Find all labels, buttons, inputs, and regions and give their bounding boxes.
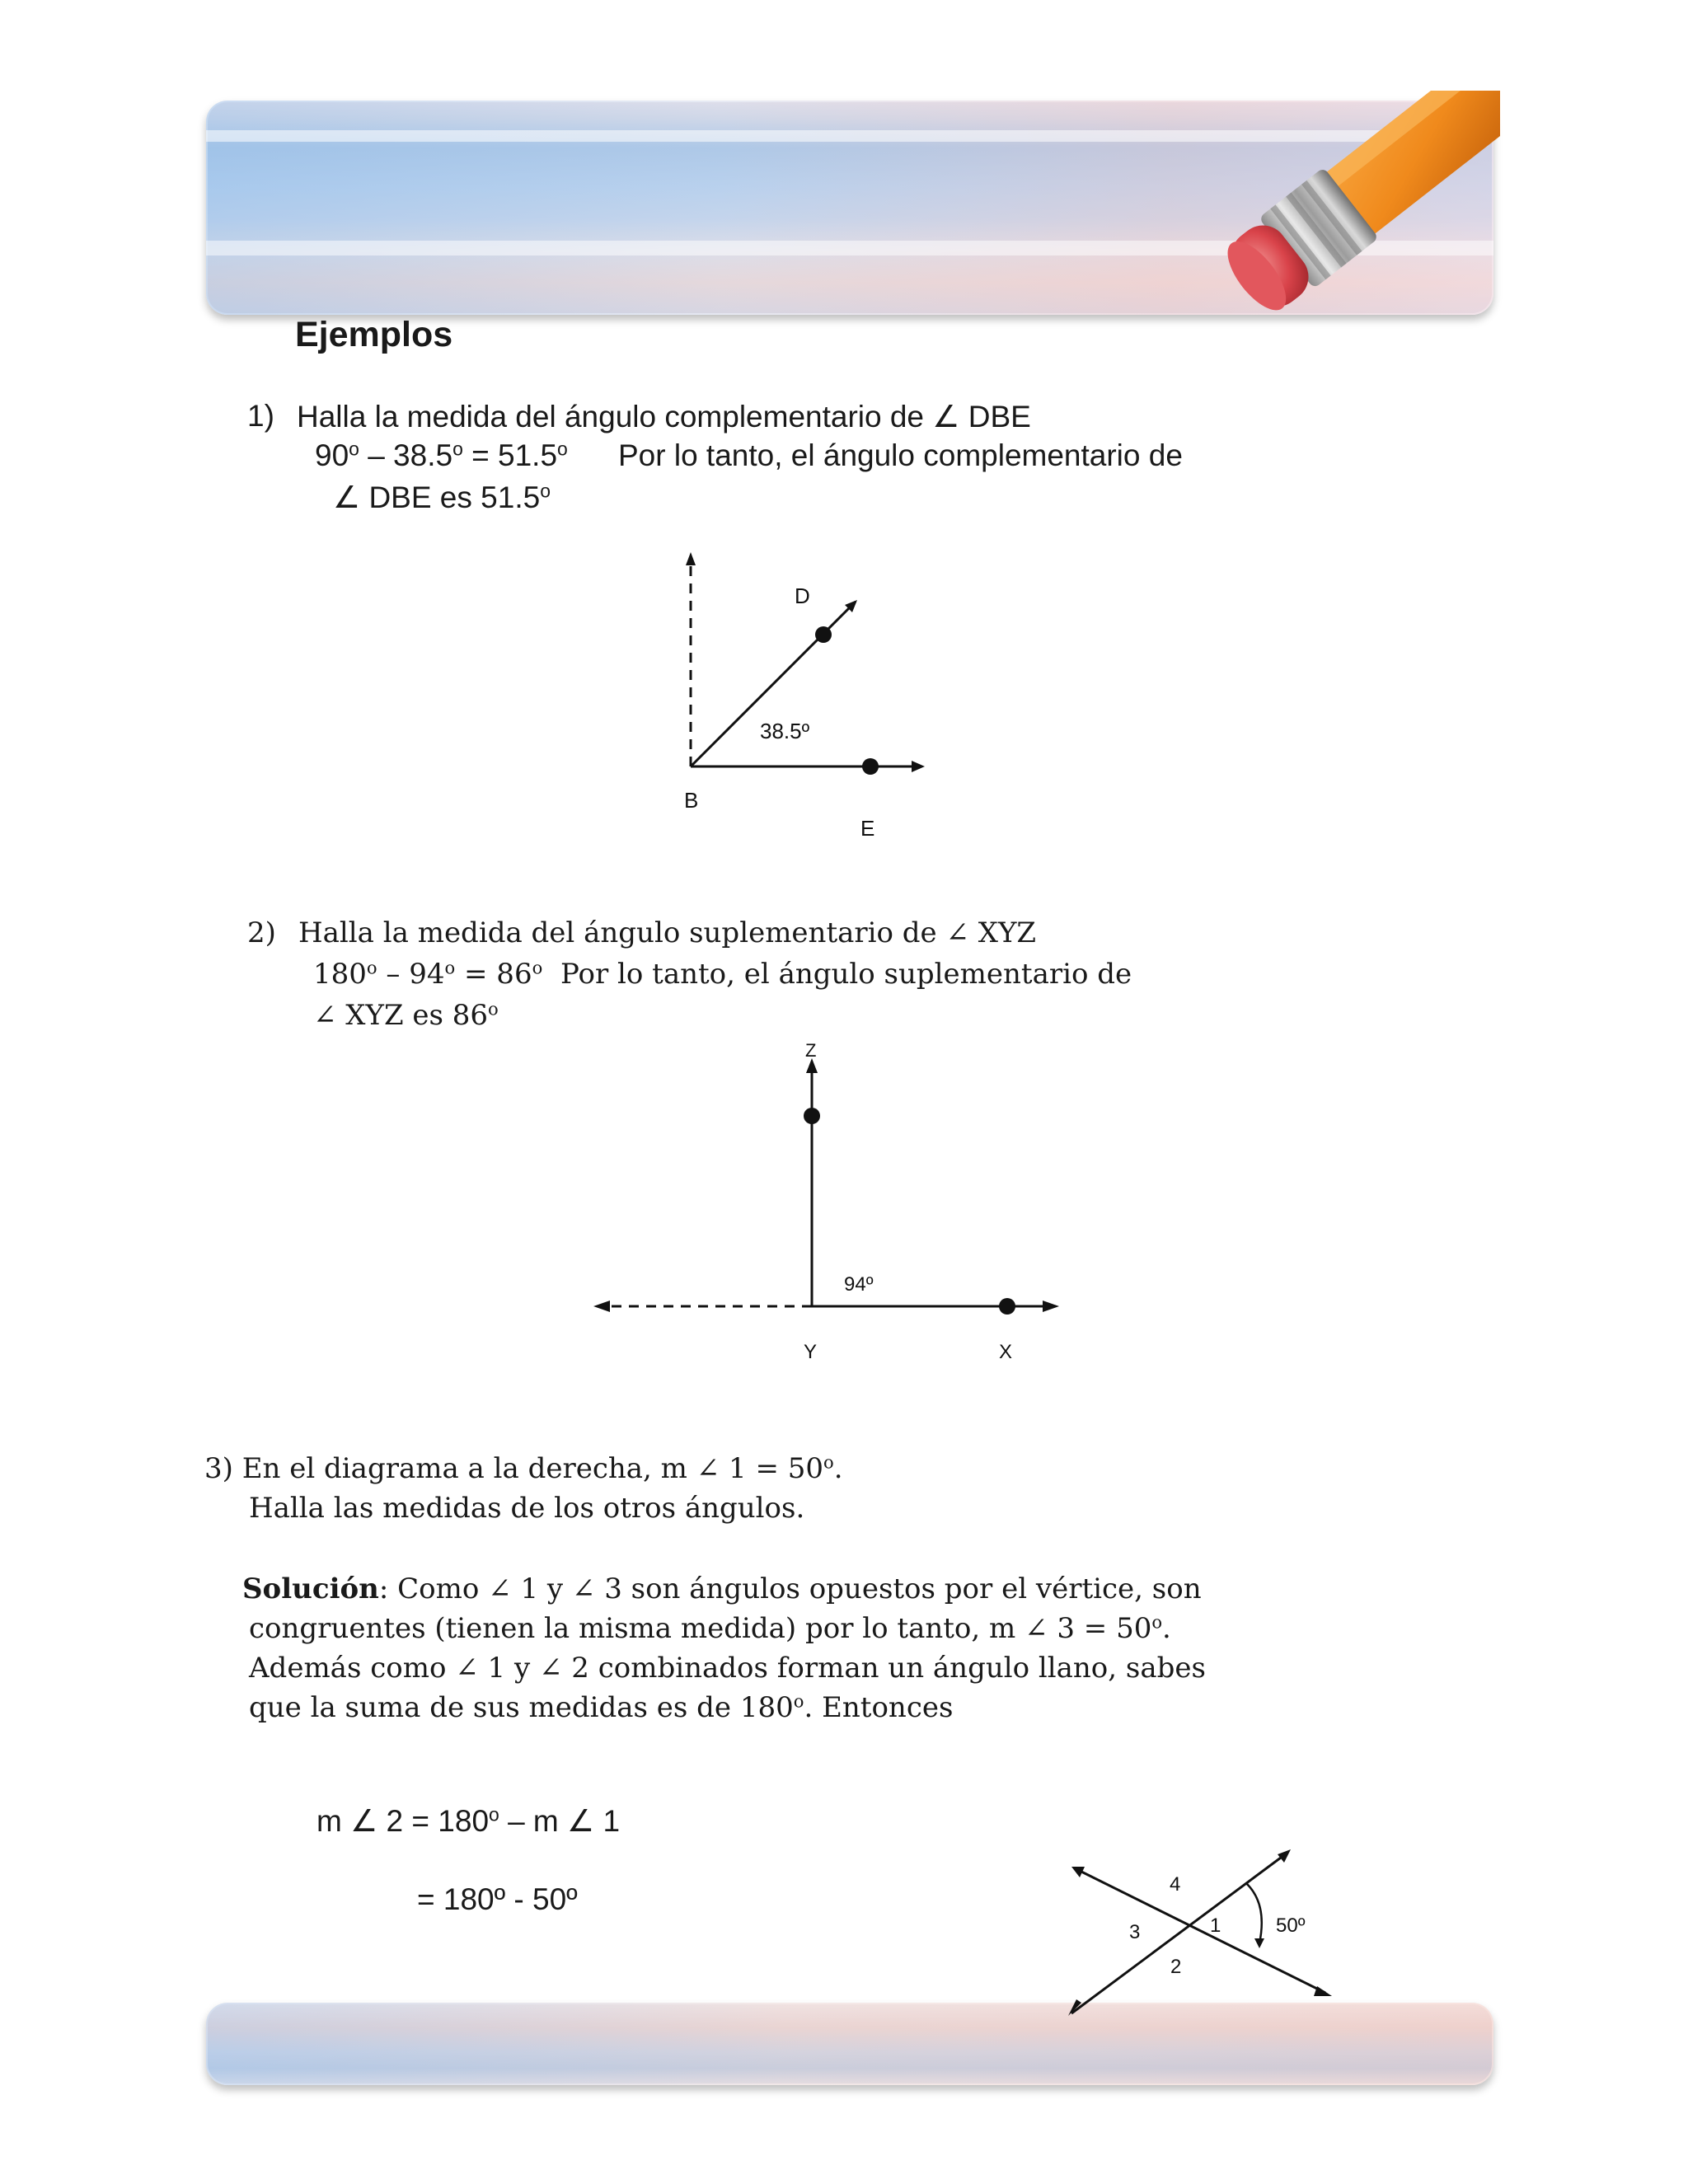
example-2-equation: $180^o - 94^o = 86^o$ — [313, 957, 543, 991]
pencil-eraser-icon — [1187, 91, 1500, 313]
label-angle-50: 50º — [1276, 1915, 1306, 1937]
solution-line-1: Solución: Como ∠ 1 y ∠ 3 son ángulos opuestos por el vértice, son — [242, 1572, 1202, 1605]
label-angle-38-5: 38.5º — [760, 719, 810, 743]
solution-line-3: Además como ∠ 1 y ∠ 2 combinados forman un ángulo llano, sabes — [249, 1652, 1206, 1685]
example-2-conclusion: Por lo tanto, el ángulo suplementario de — [560, 958, 1132, 991]
example-2-answer: ∠ XYZ es 86$^o$ — [313, 998, 499, 1032]
label-z: Z — [805, 1040, 817, 1061]
label-angle-2: 2 — [1170, 1956, 1182, 1978]
label-d: D — [795, 583, 810, 608]
example-1-number: 1) — [247, 399, 274, 433]
example-3-statement: 3) En el diagrama a la derecha, m ∠ $1 = 50^o$. — [204, 1451, 843, 1485]
label-angle-94: 94º — [844, 1273, 874, 1296]
diagram-angle-dbe — [643, 544, 940, 857]
label-angle-3: 3 — [1129, 1921, 1141, 1943]
diagram-intersecting-lines — [1039, 1838, 1385, 2027]
label-angle-1: 1 — [1210, 1915, 1221, 1937]
example-1-conclusion: Por lo tanto, el ángulo complementario de — [618, 438, 1183, 472]
label-x: X — [999, 1341, 1013, 1363]
section-heading: Ejemplos — [295, 315, 453, 354]
label-y: Y — [804, 1341, 818, 1363]
example-3-question: Halla las medidas de los otros ángulos. — [249, 1492, 805, 1525]
calculation-line-2: = 180º - 50º — [417, 1882, 578, 1916]
label-b: B — [684, 788, 699, 813]
diagram-angle-xyz — [577, 1038, 1088, 1385]
calculation-line-1: m ∠ $2 = 180^o - m$ ∠ 1 — [316, 1803, 621, 1838]
label-angle-4: 4 — [1170, 1873, 1181, 1896]
example-1-equation: $90^o - 38.5^o = 51.5^o$ — [315, 438, 568, 472]
example-1-answer: ∠ DBE es 51.5$^o$ — [333, 480, 551, 514]
example-1-title: Halla la medida del ángulo complementario de ∠ DBE — [297, 400, 1031, 434]
solution-label: Solución — [242, 1572, 379, 1605]
example-2-number: 2) — [247, 916, 276, 949]
solution-line-2: congruentes (tienen la misma medida) por lo tanto, m ∠ $3 = 50^o$. — [249, 1611, 1171, 1645]
label-e: E — [860, 816, 875, 841]
example-2-title: Halla la medida del ángulo suplementario de ∠ XYZ — [298, 916, 1037, 949]
solution-line-4: que la suma de sus medidas es de 180$^o$. Entonces — [249, 1690, 954, 1724]
